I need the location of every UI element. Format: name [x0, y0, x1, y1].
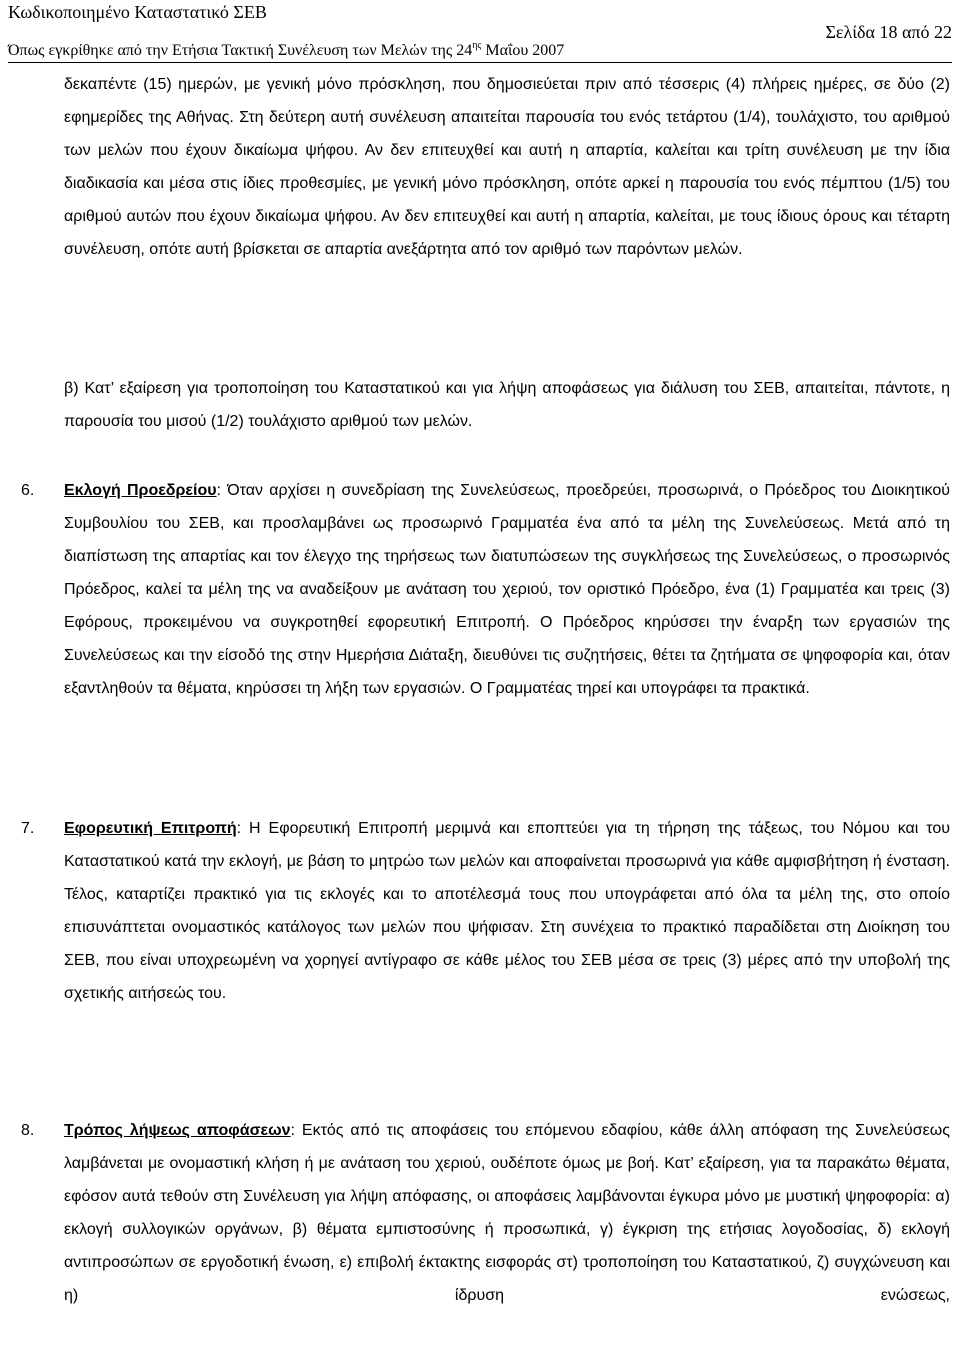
paragraph-exception: β) Κατ’ εξαίρεση για τροποποίηση του Καταστατικού και για λήψη αποφάσεως για διάλυση του ΣΕΒ, απαιτείται, πάντοτε, η παρουσία του μισού (1/2) τουλάχιστο αριθμού των μελών.	[64, 380, 950, 430]
item-body: : Η Εφορευτική Επιτροπή μεριμνά και εποπτεύει για τη τήρηση της τάξεως, του Νόμου και του Καταστατικού κατά την εκλογή, με βάση το μητρώο των μελών και αποφαίνεται προσωρινά για κάθε αμφισβήτηση ή ένσταση. Τέλος, καταρτίζει πρακτικό για τις εκλογές και το αποτέλεσμά τους που υπογράφεται από όλα τα μέλη της, στο οποίο επισυνάπτεται ονομαστικός κατάλογος των μελών που ψήφισαν. Στη συνέχεια το πρακτικό παραδίδεται στη Διοίκηση του ΣΕΒ, που είναι υποχρεωμένη να χορηγεί αντίγραφο σε κάθε μέλος του ΣΕΒ μέσα σε τρεις (3) μέρες από την υποβολή της σχετικής αιτήσεώς του.	[64, 820, 950, 1002]
item-heading: Εφορευτική Επιτροπή	[64, 820, 237, 837]
approval-note	[8, 39, 565, 60]
approval-note-main: Όπως εγκρίθηκε από την Ετήσια Τακτική Συνέλευση των Μελών της 24	[8, 42, 473, 59]
item-body: : Όταν αρχίσει η συνεδρίαση της Συνελεύσεως, προεδρεύει, προσωρινά, ο Πρόεδρος του Διοικητικού Συμβουλίου του ΣΕΒ, και προσλαμβάνει ως προσωρινό Γραμματέα ένα από τα μέλη της Συνελεύσεως. Μετά από τη διαπίστωση της απαρτίας και τον έλεγχο της τηρήσεως των διατυπώσεων της συγκλήσεως της Συνελεύσεως, ο προσωρινός Πρόεδρος, καλεί τα μέλη της να αναδείξουν με ανάταση του χεριού, τον οριστικό Πρόεδρο, ένα (1) Γραμματέα και τρεις (3) Εφόρους, προκειμένου να συγκροτηθεί εφορευτική Επιτροπή. Ο Πρόεδρος κηρύσσει την έναρξη των εργασιών της Συνελεύσεως και την είσοδό της στην Ημερήσια Διάταξη, διευθύνει τις συζητήσεις, θέτει τα ζητήματα σε ψηφοφορία και, όταν εξαντληθούν τα θέματα, κηρύσσει τη λήξη των εργασιών. Ο Γραμματέας τηρεί και υπογράφει τα πρακτικά.	[64, 482, 951, 697]
item-heading: Τρόπος λήψεως αποφάσεων	[64, 1122, 291, 1139]
item-heading: Εκλογή Προεδρείου	[64, 482, 217, 499]
approval-note-date: Μαΐου 2007	[481, 42, 565, 59]
header-divider	[8, 62, 952, 63]
item-number: 7.	[21, 820, 35, 837]
item-decision-method	[64, 1114, 950, 1346]
item-election-board	[64, 474, 950, 705]
item-election-committee	[64, 812, 950, 1010]
approval-note-ordinal: ης	[472, 39, 482, 51]
item-number: 8.	[21, 1122, 35, 1139]
page-number: Σελίδα 18 από 22	[825, 22, 952, 42]
item-body: : Εκτός από τις αποφάσεις του επόμενου εδαφίου, κάθε άλλη απόφαση της Συνελεύσεως λαμβάνεται με ονομαστική κλήση ή με ανάταση του χεριού, ουδέποτε όμως με βοή. Κατ’ εξαίρεση, για τα παρακάτω θέματα, εφόσον αυτά τεθούν στη Συνέλευση για λήψη απόφασης, οι αποφάσεις λαμβάνονται έγκυρα μόνο με μυστική ψηφοφορία: α) εκλογή συλλογικών οργάνων, β) θέματα εμπιστοσύνης ή προσωπικά, γ) έγκριση της ετήσιας λογοδοσίας, δ) εκλογή αντιπροσώπων σε εργοδοτική ένωση, ε) επιβολή έκτακτης εισφοράς στ) τροποποίηση του Καταστατικού, ζ) συγχώνευση και η) ίδρυση ενώσεως,	[64, 1122, 950, 1304]
item-number: 6.	[21, 482, 35, 499]
paragraph-quorum: δεκαπέντε (15) ημερών, με γενική μόνο πρόσκληση, που δημοσιεύεται πριν από τέσσερις (4) πλήρεις ημέρες, σε δύο (2) εφημερίδες της Αθήνας. Στη δεύτερη αυτή συνέλευση απαιτείται παρουσία του ενός τετάρτου (1/4), τουλάχιστο, του αριθμού των μελών που έχουν δικαίωμα ψήφου. Αν δεν επιτευχθεί και αυτή η απαρτία, καλείται και τρίτη συνέλευση με την ίδια διαδικασία και μέσα στις ίδιες προθεσμίες, με γενική μόνο πρόσκληση, οπότε αρκεί η παρουσία του ενός πέμπτου (1/5) του αριθμού αυτών που έχουν δικαίωμα ψήφου. Αν δεν επιτευχθεί και αυτή η απαρτία, καλείται, με τους ίδιους όρους και τέταρτη συνέλευση, οπότε αυτή βρίσκεται σε απαρτία ανεξάρτητα από τον αριθμό των παρόντων μελών.	[64, 76, 950, 258]
document-title: Κωδικοποιημένο Καταστατικό ΣΕΒ	[8, 2, 267, 22]
page-header	[8, 0, 952, 66]
